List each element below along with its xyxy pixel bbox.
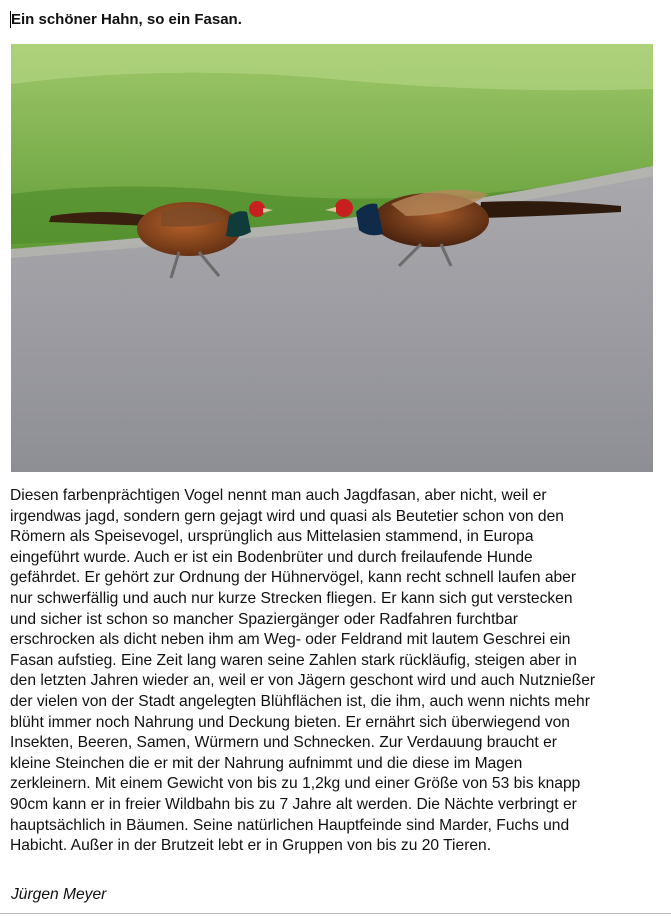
article-body xyxy=(10,486,664,857)
article-line: und sicher ist schon so mancher Spaziergänger oder Radfahren furchtbar xyxy=(10,610,518,628)
article-line: eingeführt wurde. Auch er ist ein Bodenbrüter und durch freilaufende Hunde xyxy=(10,548,533,566)
article-line: blüht immer noch Nahrung und Deckung bieten. Er ernährt sich überwiegend von xyxy=(10,713,570,731)
article-line: gefährdet. Er gehört zur Ordnung der Hühnervögel, kann recht schnell laufen aber xyxy=(10,569,577,587)
article-line: nur schwerfällig und auch nur kurze Strecken fliegen. Er kann sich gut verstecken xyxy=(10,589,573,607)
pheasant-photo xyxy=(11,44,653,472)
article-line: Diesen farbenprächtigen Vogel nennt man auch Jagdfasan, aber nicht, weil er xyxy=(10,487,547,504)
article-line: kleine Steinchen die er mit der Nahrung aufnimmt und die diese im Magen xyxy=(10,754,523,772)
page-divider xyxy=(0,913,671,914)
article-line: Fasan aufstieg. Eine Zeit lang waren seine Zahlen stark rückläufig, steigen aber in xyxy=(10,651,577,669)
article-line: irgendwas jagd, sondern gern gejagt wird und quasi als Beutetier schon von den xyxy=(10,507,564,525)
article-line: der vielen von der Stadt angelegten Blühflächen ist, die ihm, auch wenn nichts mehr xyxy=(10,692,590,710)
article-line: hauptsächlich in Bäumen. Seine natürlichen Hauptfeinde sind Marder, Fuchs und xyxy=(10,816,570,834)
article-line: Habicht. Außer in der Brutzeit lebt er in Gruppen von bis zu 20 Tieren. xyxy=(10,837,492,855)
article-line: den letzten Jahren wieder an, weil er von Jägern geschont wird und auch Nutznießer xyxy=(10,672,596,690)
article-line: 90cm kann er in freier Wildbahn bis zu 7 Jahre alt werden. Die Nächte verbringt er xyxy=(10,795,577,813)
article-line: Römern als Speisevogel, ursprünglich aus Mittelasien stammend, in Europa xyxy=(10,528,534,546)
article-line: Insekten, Beeren, Samen, Würmern und Schnecken. Zur Verdauung braucht er xyxy=(10,734,557,752)
article-line: zerkleinern. Mit einem Gewicht von bis zu 1,2kg und einer Größe von 53 bis knapp xyxy=(10,775,581,793)
author-signature: Jürgen Meyer xyxy=(11,886,107,903)
document-title: Ein schöner Hahn, so ein Fasan. xyxy=(11,11,242,28)
article-line: erschrocken als dicht neben ihm am Weg- oder Feldrand mit lautem Geschrei ein xyxy=(10,631,571,649)
